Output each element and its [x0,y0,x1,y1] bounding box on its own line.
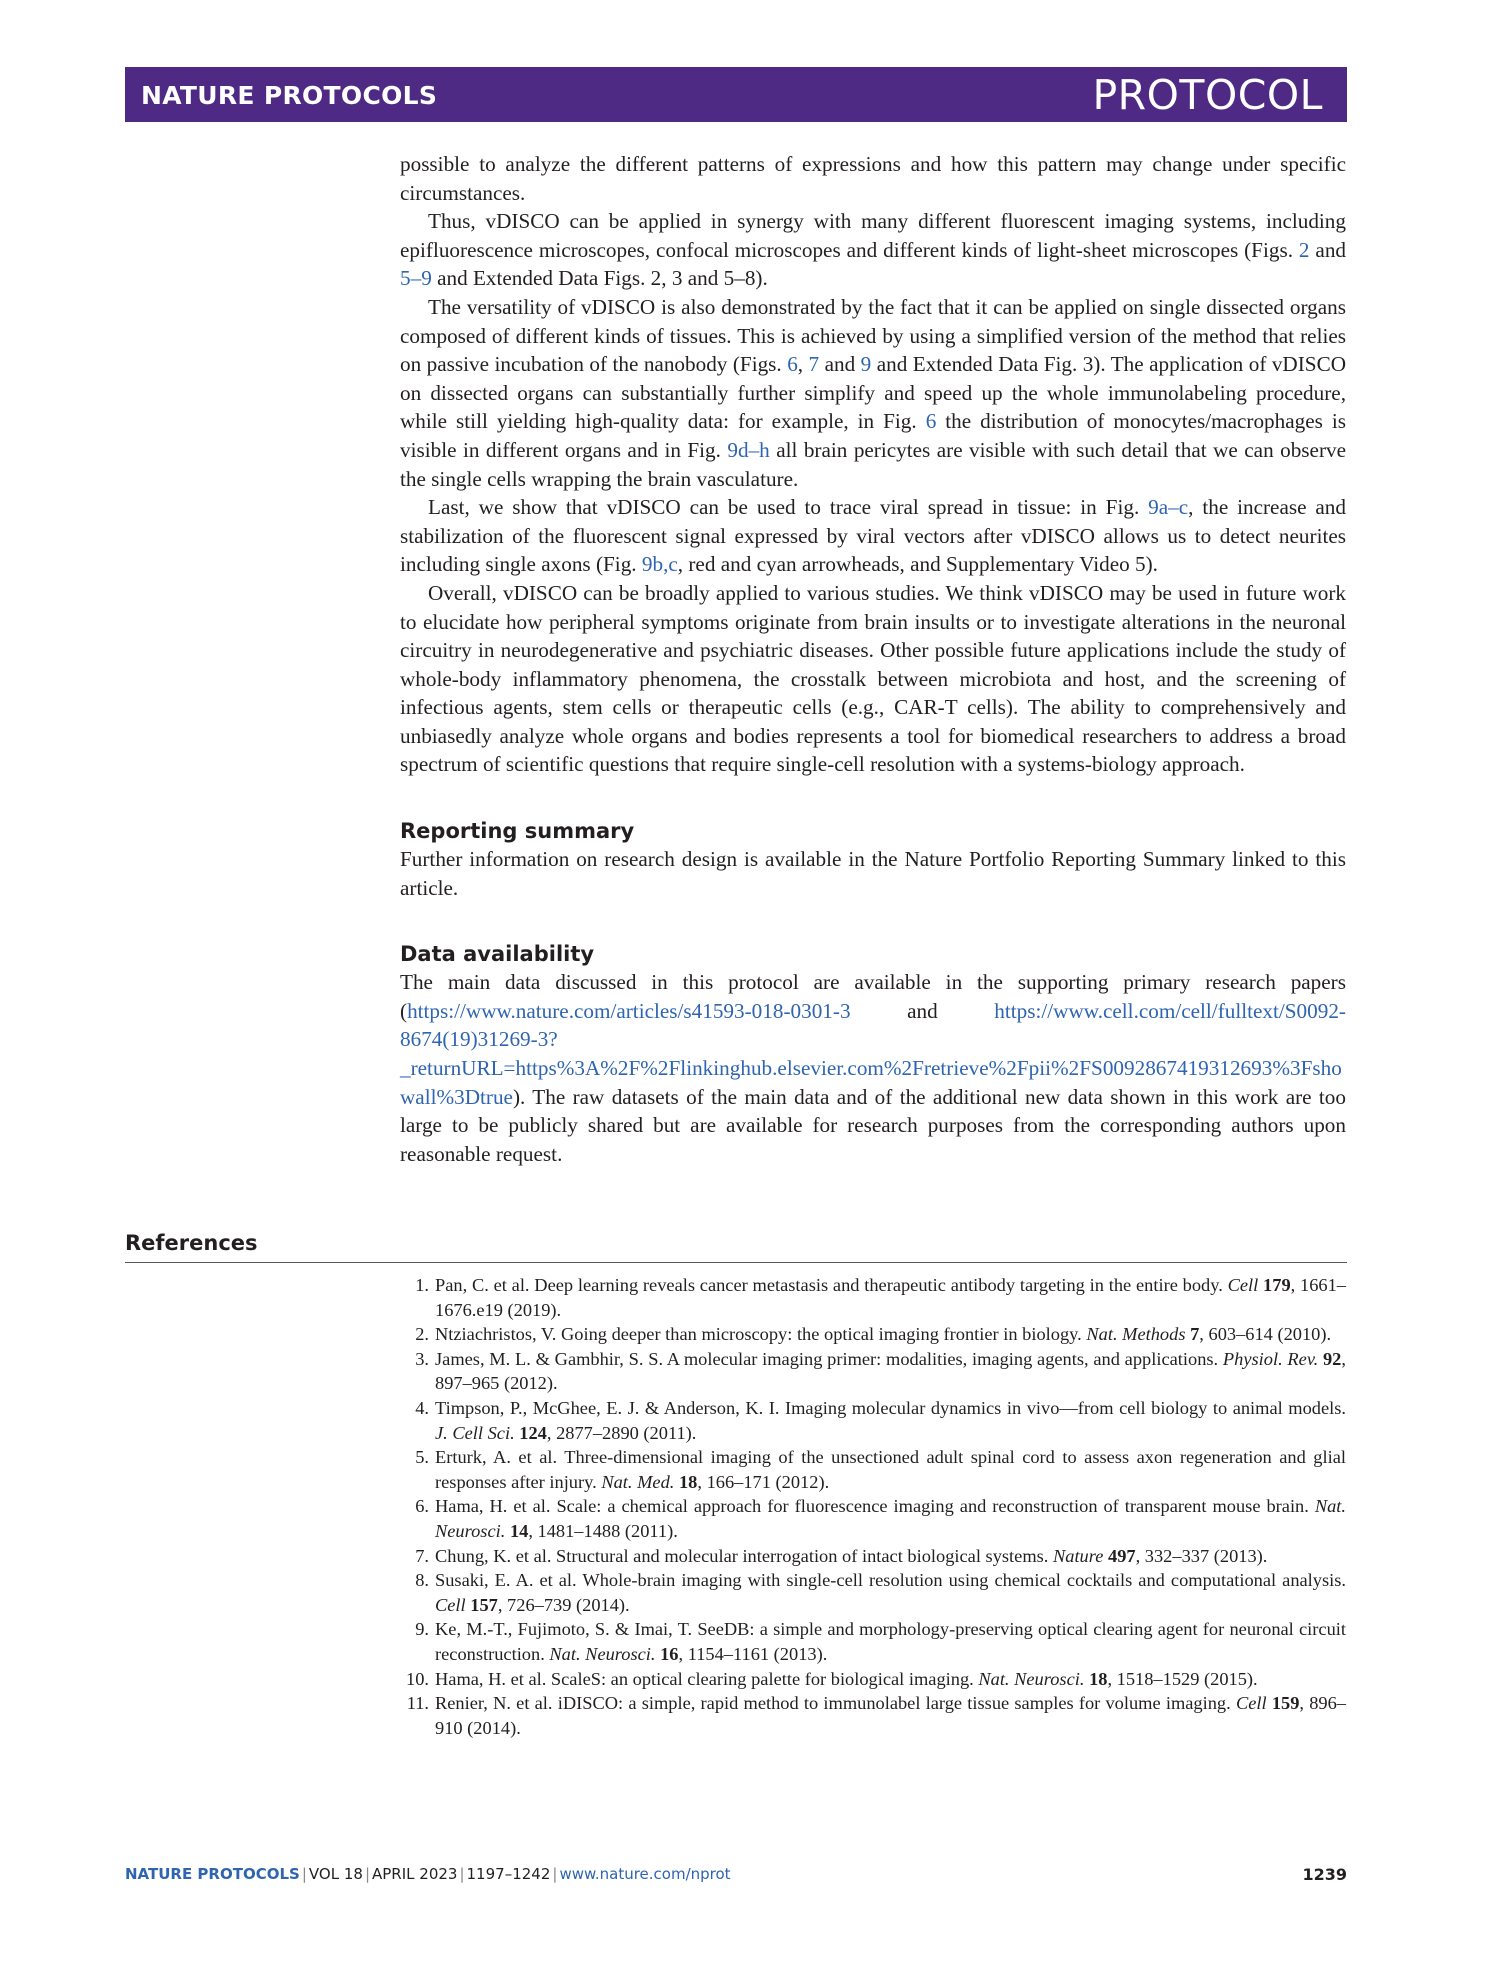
section-heading: Data availability [400,942,595,967]
reference-item [395,1568,1346,1617]
journal-title: Nat. Methods [1086,1324,1186,1345]
text-run: , 332–337 (2013). [1135,1545,1268,1566]
text-run: Hama, H. et al. Scale: a chemical approach for fluorescence imaging and reconstruction of transparent mouse brain. [435,1496,1315,1517]
journal-title: Nat. Neurosci. [978,1668,1085,1689]
text-run: Renier, N. et al. iDISCO: a simple, rapid method to immunolabel large tissue samples for volume imaging. [435,1693,1236,1714]
text-run: , 1661–1676.e19 (2019). [435,1275,1346,1320]
reference-item [395,1691,1346,1740]
journal-title: Nat. Neurosci. [435,1496,1346,1541]
text-run: , 1518–1529 (2015). [1107,1668,1258,1689]
text-run: Ntziachristos, V. Going deeper than microscopy: the optical imaging frontier in biology. [435,1324,1087,1345]
paragraph [400,493,1346,579]
reference-number: 6. [415,1496,429,1517]
text-run: The main data discussed in this protocol are available in the supporting primary research papers ( [400,970,1346,1023]
journal-title: Physiol. Rev. [1222,1348,1319,1369]
inline-link[interactable]: 7 [808,352,820,377]
inline-link[interactable]: 9b,c [641,552,678,577]
text-run: Hama, H. et al. ScaleS: an optical clearing palette for biological imaging. [435,1668,979,1689]
inline-link[interactable]: https://www.nature.com/articles/s41593-018-0301-3 [407,998,851,1023]
inline-link[interactable]: 2 [1298,237,1310,262]
journal-title: Cell [1235,1693,1267,1714]
text-run: The versatility of vDISCO is also demonstrated by the fact that it can be applied on single dissected organs composed of different kinds of tissues. This is achieved by using a simplified version of the method that relies on passive incubation of the nanobody (Figs. [400,294,1346,377]
inline-link[interactable]: 9d–h [727,437,770,462]
volume-number: 92 [1322,1348,1342,1369]
journal-title: Cell [435,1594,466,1615]
reference-number: 11. [406,1693,429,1714]
text-run: all brain pericytes are visible with such detail that we can observe the single cells wrapping the brain vasculature. [400,437,1346,491]
main-text [400,150,1346,1168]
reference-item [395,1347,1346,1396]
text-run: Pan, C. et al. Deep learning reveals cancer metastasis and therapeutic antibody targeting in the entire body. [435,1275,1228,1295]
footer-volume: VOL 18 [308,1865,363,1883]
reporting-summary-section [400,817,1346,902]
text-run: and Extended Data Figs. 2, 3 and 5–8). [431,266,768,291]
text-run: , 2877–2890 (2011). [546,1422,697,1443]
text-run: Overall, vDISCO can be broadly applied to various studies. We think vDISCO may be used in future work to elucidate how peripheral symptoms originate from brain insults or to investigate alterations in the neuronal circuitry in neurodegenerative and psychiatric diseases. Other possible future applications include the study of whole-body inflammatory phenomena, the crosstalk between microbiota and host, and the screening of infectious agents, stem cells or therapeutic cells (e.g., CAR-T cells). The ability to comprehensively and unbiasedly analyze whole organs and bodies represents a tool for biomedical researchers to address a broad spectrum of scientific questions that require single-cell resolution with a systems-biology approach. [400,580,1346,777]
text-run: and [819,352,861,377]
text-run: and Extended Data Fig. 3). The application of vDISCO on dissected organs can substantially further simplify and speed up the whole immunolabeling procedure, while still yielding high-quality data: for example, in Fig. [400,352,1347,434]
text-run: the distribution of monocytes/macrophages is visible in different organs and in Fig. [400,409,1347,462]
text-run: and [1309,237,1347,262]
page-number: 1239 [1302,1865,1347,1884]
paragraph [400,150,1346,207]
volume-number: 18 [1089,1668,1108,1689]
journal-title: Nat. Med. [601,1471,675,1492]
footer-pages: 1197–1242 [466,1865,551,1883]
journal-name: NATURE PROTOCOLS [141,81,438,110]
reference-number: 9. [415,1619,429,1640]
journal-banner [125,67,1347,122]
reference-number: 1. [415,1275,429,1295]
text-run: Last, we show that vDISCO can be used to trace viral spread in tissue: in Fig. [428,495,1149,520]
journal-title: Nat. Neurosci. [549,1643,656,1664]
text-run: , 726–739 (2014). [497,1594,630,1615]
text-run: ). The raw datasets of the main data and of the additional new data shown in this work are too large to be publicly shared but are available for research purposes from the corresponding authors upon reasonable request. [400,1084,1346,1166]
volume-number: 159 [1271,1693,1300,1714]
text-run: , red and cyan arrowheads, and Supplementary Video 5). [677,552,1158,577]
journal-title: J. Cell Sci. [435,1422,515,1443]
volume-number: 16 [660,1643,679,1664]
references-divider [125,1262,1347,1263]
reference-item [395,1617,1346,1666]
volume-number: 497 [1108,1545,1136,1566]
references-heading: References [125,1231,258,1255]
text-run: , 897–965 (2012). [435,1348,1346,1394]
journal-title: Cell [1227,1275,1259,1295]
inline-link[interactable]: 5–9 [400,266,432,291]
text-run: possible to analyze the different patterns of expressions and how this pattern may change under specific circumstances. [400,152,1346,205]
text-run: Ke, M.-T., Fujimoto, S. & Imai, T. SeeDB: a simple and morphology-preserving optical clearing agent for neuronal circuit reconstruction. [435,1619,1346,1664]
text-run: and [850,998,995,1023]
paragraph: Further information on research design is available in the Nature Portfolio Reporting Summary linked to this article. [400,847,1346,900]
reference-item [395,1322,1346,1347]
text-run: , [797,352,809,377]
footer-date: APRIL 2023 [372,1865,458,1883]
inline-link[interactable]: 9a–c [1148,495,1189,520]
footer-url-link[interactable]: www.nature.com/nprot [559,1865,731,1883]
inline-link[interactable]: https://www.cell.com/cell/fulltext/S0092-8674(19)31269-3?_returnURL=https%3A%2F%2Flinkinghub.elsevier.com%2Fretrieve%2Fpii%2FS0092867419312693%3Fshowall%3Dtrue [400,998,1346,1109]
section-heading: Reporting summary [400,819,635,844]
reference-number: 2. [415,1324,429,1345]
reference-number: 3. [415,1348,429,1369]
reference-item [395,1445,1346,1494]
volume-number: 124 [519,1422,547,1443]
paragraph [400,207,1346,293]
text-run: James, M. L. & Gambhir, S. S. A molecular imaging primer: modalities, imaging agents, and applications. [435,1348,1223,1369]
article-type: PROTOCOL [1092,71,1323,119]
reference-item [395,1544,1346,1569]
reference-item [395,1494,1346,1543]
reference-number: 10. [406,1668,429,1689]
page-footer: NATURE PROTOCOLS | VOL 18 | APRIL 2023 | 1197–1242 | www.nature.com/nprot 1239 [125,1865,1347,1884]
volume-number: 18 [678,1471,698,1492]
text-run: , 603–614 (2010). [1199,1324,1332,1345]
reference-number: 7. [415,1545,429,1566]
paragraph [400,293,1346,493]
text-run: Thus, vDISCO can be applied in synergy with many different fluorescent imaging systems, including epifluorescence microscopes, confocal microscopes and different kinds of light-sheet microscopes (Figs. [400,209,1346,262]
footer-journal: NATURE PROTOCOLS [125,1865,300,1883]
paragraph [400,968,1346,1168]
text-run: , 1154–1161 (2013). [678,1643,828,1664]
reference-number: 4. [415,1397,429,1418]
inline-link[interactable]: 9 [860,352,872,377]
text-run: , 896–910 (2014). [435,1693,1346,1738]
reference-item [395,1396,1346,1445]
reference-item [395,1667,1346,1692]
reference-list [395,1273,1346,1740]
volume-number: 157 [470,1594,498,1615]
text-run: Erturk, A. et al. Three-dimensional imaging of the unsectioned adult spinal cord to assess axon regeneration and glial responses after injury. [435,1447,1346,1492]
text-run: Susaki, E. A. et al. Whole-brain imaging with single-cell resolution using chemical cocktails and computational analysis. [435,1570,1346,1591]
text-run: , the increase and stabilization of the fluorescent signal expressed by viral vectors after vDISCO allows us to detect neurites including single axons (Fig. [400,495,1346,577]
volume-number: 179 [1263,1275,1291,1295]
inline-link[interactable]: 6 [925,409,937,434]
reference-item [395,1273,1346,1322]
data-availability-section [400,940,1346,1168]
text-run: , 1481–1488 (2011). [528,1520,678,1541]
volume-number: 7 [1190,1324,1200,1345]
paragraph [400,579,1346,779]
reference-number: 5. [415,1447,429,1468]
journal-title: Nature [1052,1545,1104,1566]
reference-number: 8. [415,1570,429,1591]
text-run: Chung, K. et al. Structural and molecular interrogation of intact biological systems. [435,1545,1053,1566]
text-run: Timpson, P., McGhee, E. J. & Anderson, K. I. Imaging molecular dynamics in vivo—from cell biology to animal models. [435,1397,1346,1418]
text-run: , 166–171 (2012). [697,1471,830,1492]
inline-link[interactable]: 6 [787,352,798,377]
volume-number: 14 [509,1520,529,1541]
